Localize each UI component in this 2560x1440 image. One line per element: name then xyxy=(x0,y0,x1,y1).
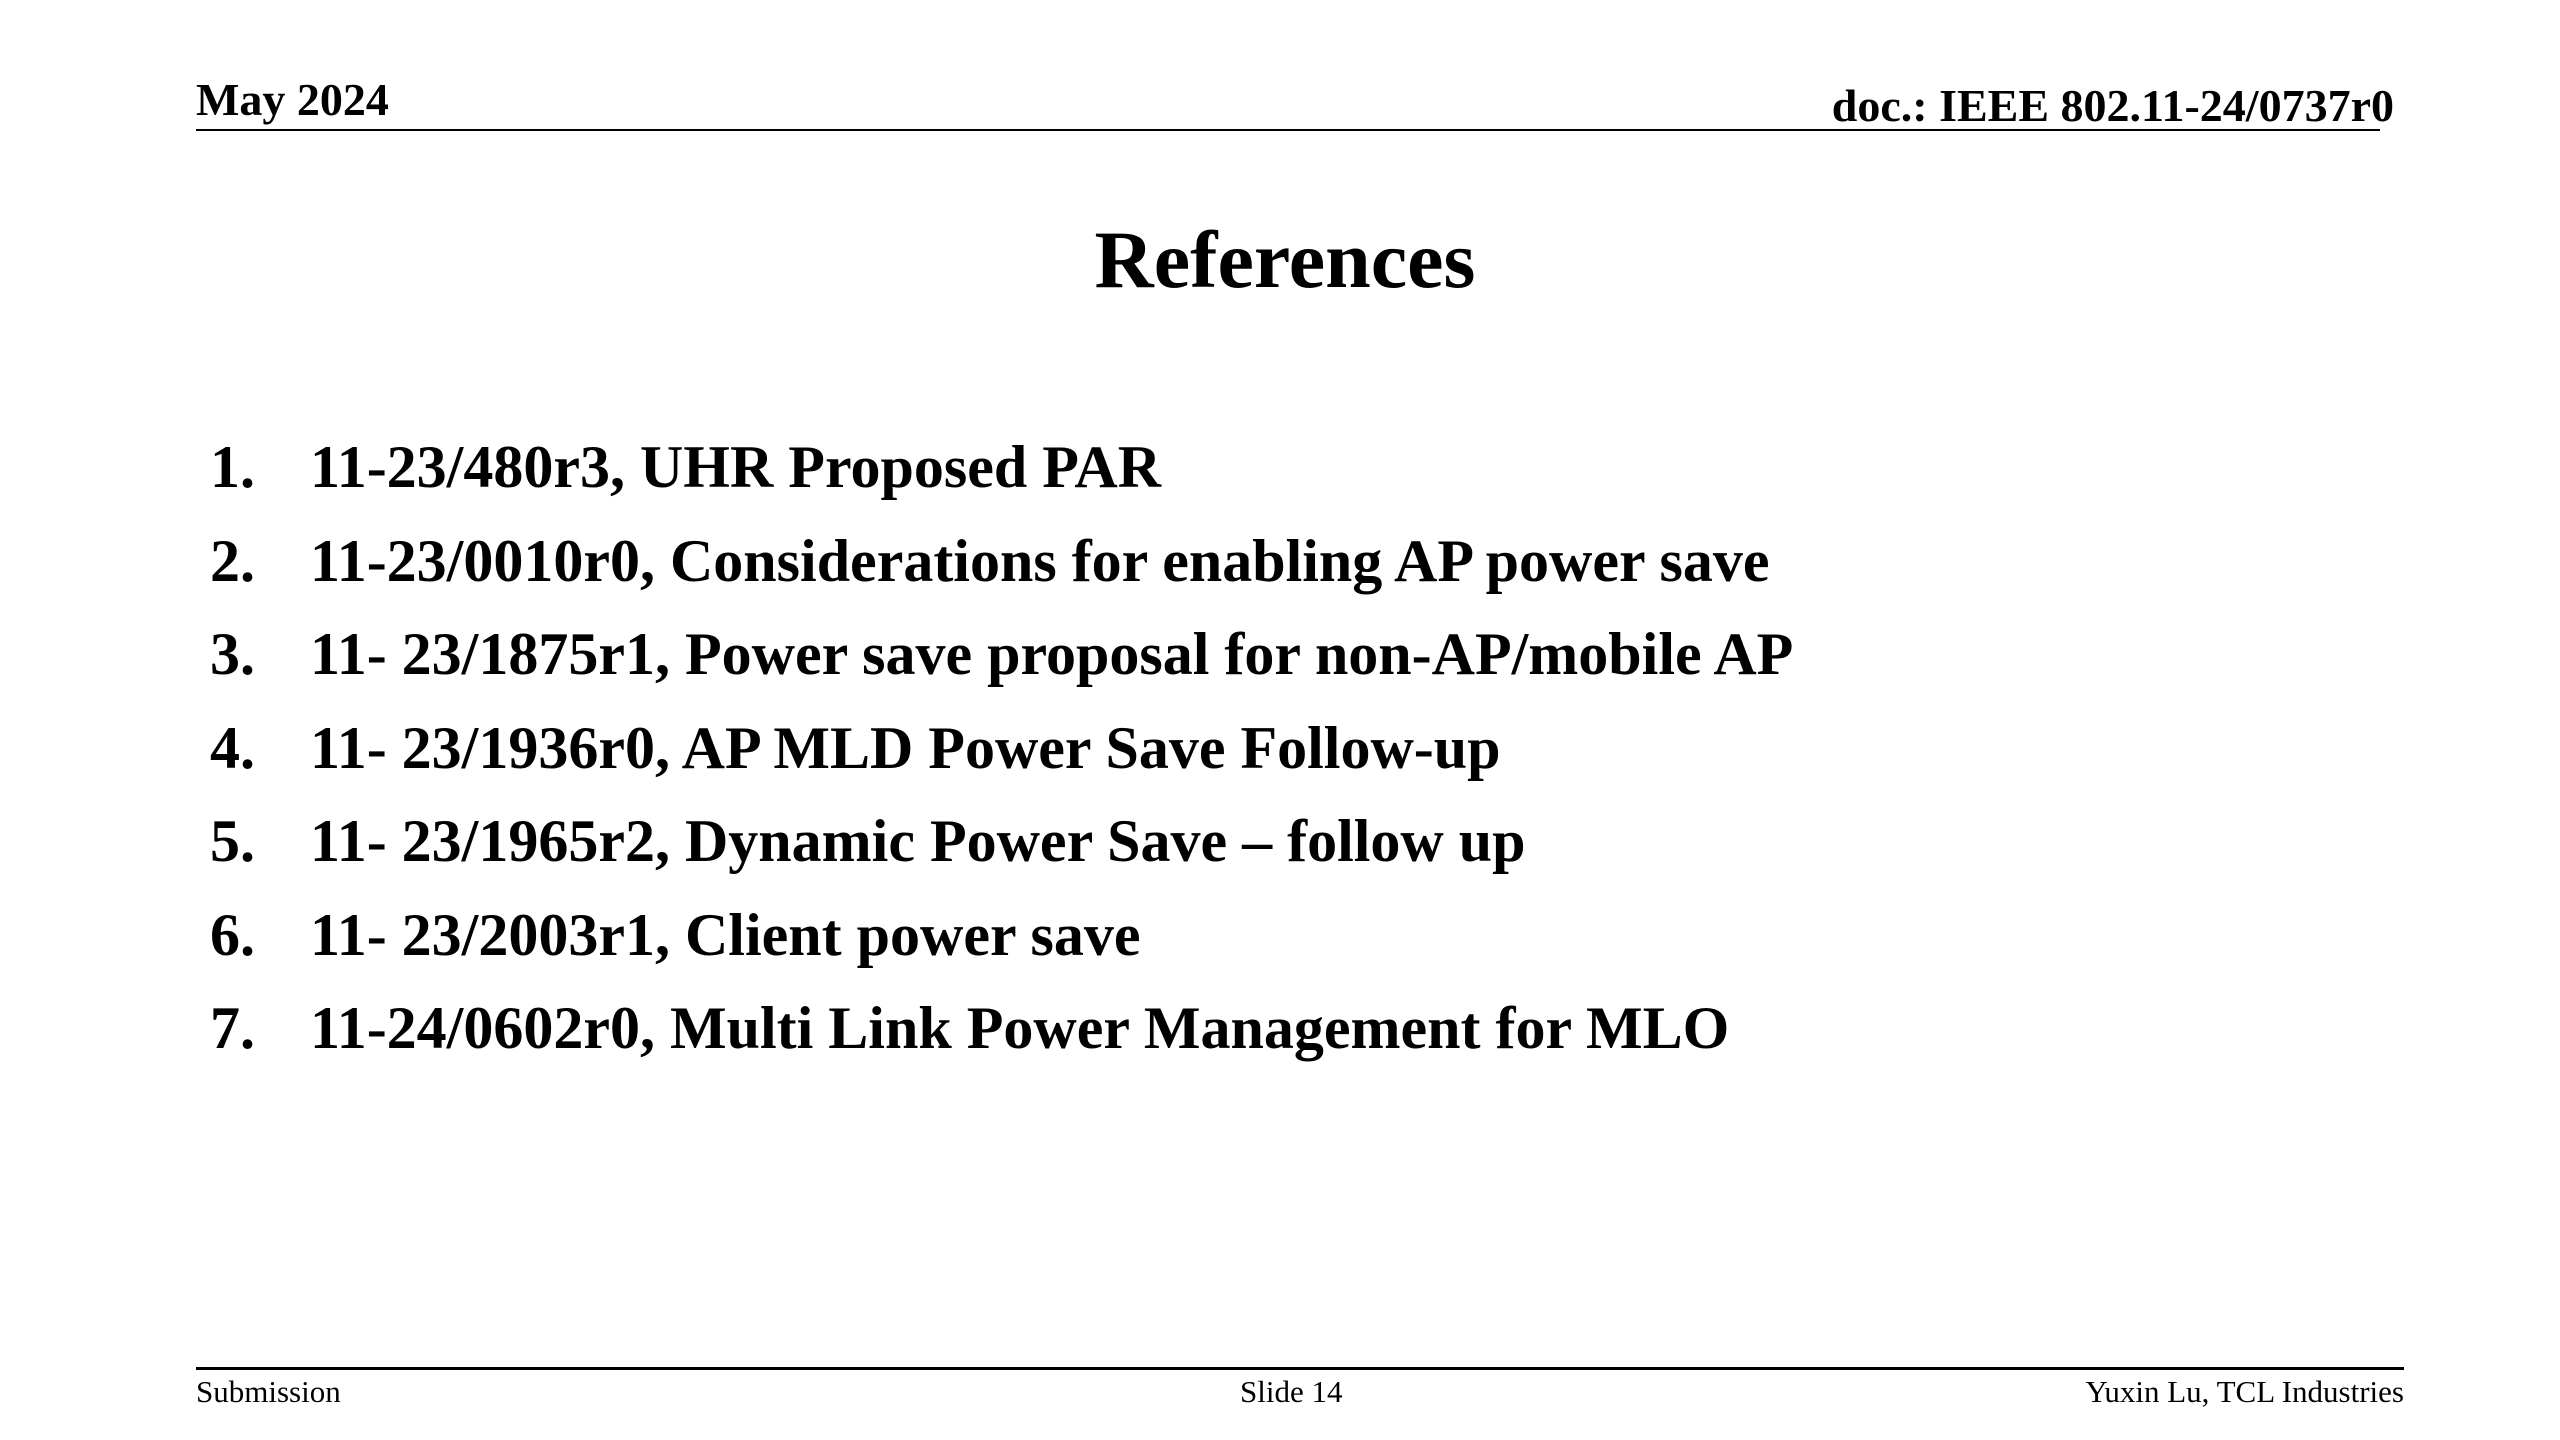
reference-number: 1. xyxy=(210,434,255,500)
header-doc-id: doc.: IEEE 802.11-24/0737r0 xyxy=(1831,80,2394,131)
footer-author: Yuxin Lu, TCL Industries xyxy=(2085,1374,2404,1409)
reference-text: 11- 23/1936r0, AP MLD Power Save Follow-up xyxy=(310,714,1501,781)
reference-text: 11- 23/1965r2, Dynamic Power Save – follow up xyxy=(310,808,1526,874)
reference-number: 6. xyxy=(210,901,255,968)
reference-number: 3. xyxy=(210,621,255,687)
reference-item xyxy=(0,521,2560,615)
reference-number: 7. xyxy=(210,995,255,1061)
reference-number: 5. xyxy=(210,808,255,874)
reference-text: 11- 23/2003r1, Client power save xyxy=(310,901,1141,968)
reference-number: 2. xyxy=(210,527,255,594)
reference-text: 11-24/0602r0, Multi Link Power Management for MLO xyxy=(310,995,1730,1061)
reference-item xyxy=(0,895,2560,989)
footer-submission: Submission xyxy=(196,1374,341,1409)
reference-item xyxy=(0,427,2560,521)
reference-list xyxy=(0,427,2560,1082)
reference-item xyxy=(0,801,2560,895)
slide-title: References xyxy=(1094,214,1476,305)
reference-item xyxy=(0,708,2560,802)
header-divider xyxy=(196,129,2380,131)
reference-text: 11- 23/1875r1, Power save proposal for non-AP/mobile AP xyxy=(310,621,1794,687)
footer-divider xyxy=(196,1367,2404,1370)
footer-slide-number: Slide 14 xyxy=(1240,1374,1343,1409)
header-date: May 2024 xyxy=(196,74,389,125)
reference-item xyxy=(0,614,2560,708)
reference-item xyxy=(0,988,2560,1082)
reference-text: 11-23/0010r0, Considerations for enabling AP power save xyxy=(310,527,1770,594)
reference-text: 11-23/480r3, UHR Proposed PAR xyxy=(310,434,1162,500)
reference-number: 4. xyxy=(210,714,255,781)
